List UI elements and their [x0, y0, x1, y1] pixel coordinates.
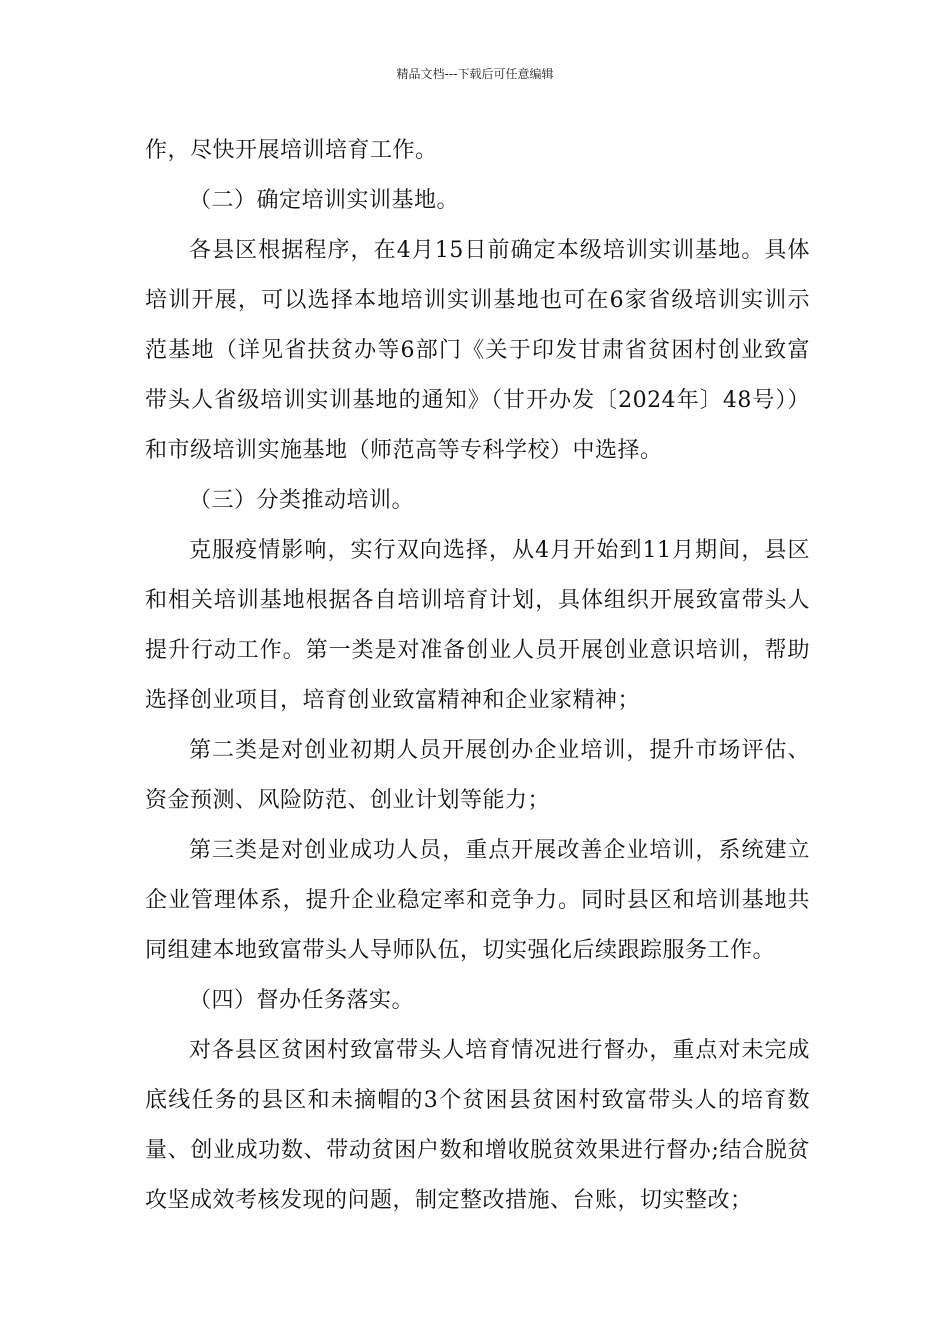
paragraph-second-category: 第二类是对创业初期人员开展创办企业培训，提升市场评估、资金预测、风险防范、创业计划等能力； — [145, 738, 810, 813]
paragraph-continuation: 作，尽快开展培训培育工作。 — [145, 138, 438, 163]
paragraph-category-training: 克服疫情影响，实行双向选择，从4月开始到11月期间，县区和相关培训基地根据各自培训培育计划，具体组织开展致富带头人提升行动工作。第一类是对准备创业人员开展创业意识培训，帮助选择创业项目，培育创业致富精神和企业家精神； — [145, 538, 810, 713]
section-heading-2: （二）确定培训实训基地。 — [189, 188, 460, 213]
section-heading-3: （三）分类推动培训。 — [189, 488, 415, 513]
page-header: 精品文档---下载后可任意编辑 — [396, 67, 554, 81]
paragraph-training-base: 各县区根据程序，在4月15日前确定本级培训实训基地。具体培训开展，可以选择本地培训实训基地也可在6家省级培训实训示范基地（详见省扶贫办等6部门《关于印发甘肃省贫困村创业致富带头人省级培训实训基地的通知》（甘开办发〔2024年〕48号））和市级培训实施基地（师范高等专科学校）中选择。 — [145, 238, 811, 463]
paragraph-third-category: 第三类是对创业成功人员，重点开展改善企业培训，系统建立企业管理体系，提升企业稳定率和竞争力。同时县区和培训基地共同组建本地致富带头人导师队伍，切实强化后续跟踪服务工作。 — [145, 838, 810, 963]
paragraph-supervision: 对各县区贫困村致富带头人培育情况进行督办，重点对未完成底线任务的县区和未摘帽的3个贫困县贫困村致富带头人的培育数量、创业成功数、带动贫困户数和增收脱贫效果进行督办;结合脱贫攻坚成效考核发现的问题，制定整改措施、台账，切实整改； — [145, 1038, 810, 1213]
section-heading-4: （四）督办任务落实。 — [189, 988, 415, 1013]
document-body — [145, 126, 810, 1226]
